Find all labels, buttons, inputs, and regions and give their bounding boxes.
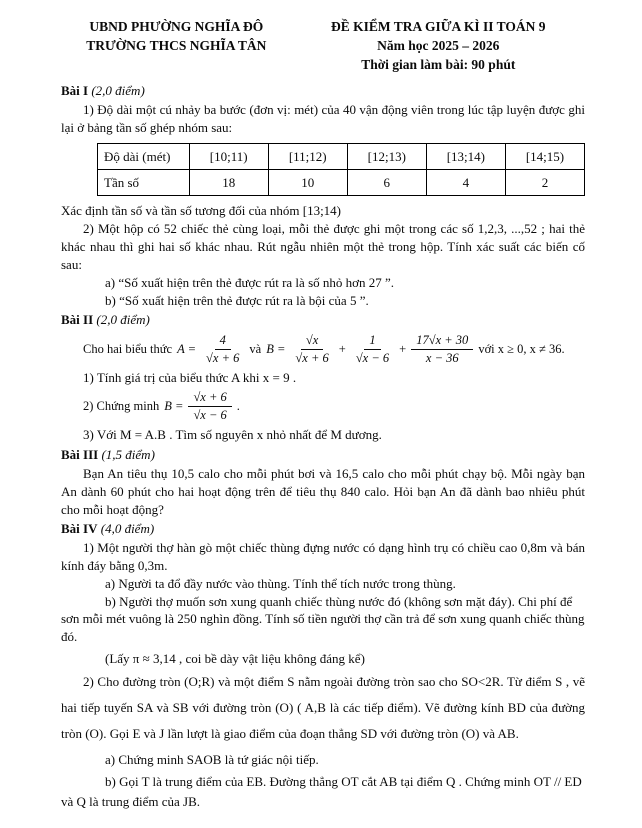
exercise-2-item-2 xyxy=(83,390,585,423)
school-block xyxy=(61,18,292,75)
exercise-2-item-3: 3) Với M = A.B . Tìm số nguyên x nhỏ nhất để M dương. xyxy=(83,426,382,442)
table-header-cell: [13;14) xyxy=(426,144,505,170)
exercise-1-heading xyxy=(61,82,585,100)
fraction-B2: $\frac{1}{√x - 6}$ xyxy=(355,333,390,366)
exercise-4-problem-1b: b) Người thợ muốn sơn xung quanh chiếc thùng nước đó (không sơn mặt đáy). Chi phí để sơn mỗi mét vuông là 250 nghìn đồng. Tính số tiền người thợ cần trả để sơn xung quanh chiếc thùng đó. xyxy=(61,593,585,645)
table-cell: 10 xyxy=(268,170,347,196)
expression-A-lhs: A = xyxy=(177,342,197,357)
school-year: Năm học 2025 – 2026 xyxy=(377,37,500,53)
exercise-4-title: Bài IV xyxy=(61,520,98,536)
exercise-3-heading xyxy=(61,446,585,464)
exercise-4-points: (4,0 điểm) xyxy=(100,520,155,536)
exam-header xyxy=(61,18,585,75)
issuer-line: UBND PHƯỜNG NGHĨA ĐÔ xyxy=(89,19,264,34)
item-2-lhs: B = xyxy=(164,398,184,413)
frequency-table xyxy=(97,143,585,196)
table-cell: 18 xyxy=(189,170,268,196)
table-cell: 6 xyxy=(347,170,426,196)
exercise-4-note: (Lấy π ≈ 3,14 , coi bề dày vật liệu không đáng kể) xyxy=(105,651,365,667)
exercise-1-points: (2,0 điểm) xyxy=(91,82,145,98)
formula-lead-text: Cho hai biểu thức xyxy=(83,342,173,357)
exercise-3-problem: Bạn An tiêu thụ 10,5 calo cho mỗi phút bơi và 16,5 calo cho mỗi phút chạy bộ. Mỗi ngày bạn An dành 60 phút cho hai hoạt động trên để tiêu thụ 840 calo. Hỏi bạn An đã dành bao nhiêu phút cho mỗi hoạt động? xyxy=(61,465,585,517)
exercise-3-points: (1,5 điểm) xyxy=(101,447,155,463)
table-data-row xyxy=(98,170,585,196)
exercise-1-problem-2a: a) “Số xuất hiện trên thẻ được rút ra là số nhỏ hơn 27 ”. xyxy=(105,275,395,291)
exercise-4-problem-2a: a) Chứng minh SAOB là tứ giác nội tiếp. xyxy=(105,751,319,767)
expression-definition-line xyxy=(83,333,585,366)
exercise-4-heading xyxy=(61,520,585,538)
exercise-2-points: (2,0 điểm) xyxy=(96,312,150,328)
exam-title-block xyxy=(292,18,585,75)
exercise-1-problem-2b: b) “Số xuất hiện trên thẻ được rút ra là bội của 5 ”. xyxy=(105,293,369,309)
exercise-4-problem-1: 1) Một người thợ hàn gò một chiếc thùng đựng nước có dạng hình trụ có chiều cao 0,8m và bán kính đáy bằng 0,3m. xyxy=(61,539,585,573)
item-2-lead: 2) Chứng minh xyxy=(83,398,160,413)
table-cell: 2 xyxy=(505,170,584,196)
fraction-B1: $\frac{√x}{√x + 6}$ xyxy=(295,333,329,366)
exercise-4-problem-1a: a) Người ta đổ đầy nước vào thùng. Tính thể tích nước trong thùng. xyxy=(105,575,456,591)
exercise-1-problem-2: 2) Một hộp có 52 chiếc thẻ cùng loại, mỗi thẻ được ghi một trong các số 1,2,3, ...,52 ; hai thẻ khác nhau thì ghi hai số khác nhau. Rút ngẫu nhiên một thẻ trong hộp. Tính xác suất các biến cố sau: xyxy=(61,221,585,273)
exam-title: ĐỀ KIỂM TRA GIỮA KÌ II TOÁN 9 xyxy=(331,19,546,34)
plus-sign: + xyxy=(338,342,346,357)
table-header-label: Độ dài (mét) xyxy=(98,144,190,170)
plus-sign: + xyxy=(399,342,407,357)
exercise-1-title: Bài I xyxy=(61,82,89,98)
table-header-row xyxy=(98,144,585,170)
table-header-cell: [10;11) xyxy=(189,144,268,170)
exercise-4-problem-2b: b) Gọi T là trung điểm của EB. Đường thẳng OT cắt AB tại điểm Q . Chứng minh OT // ED và Q là trung điểm của JB. xyxy=(61,774,582,809)
fraction-item2: $\frac{√x + 6}{√x - 6}$ xyxy=(188,390,231,423)
table-header-cell: [12;13) xyxy=(347,144,426,170)
school-line: TRƯỜNG THCS NGHĨA TÂN xyxy=(86,37,267,53)
table-row-label: Tần số xyxy=(98,170,190,196)
table-cell: 4 xyxy=(426,170,505,196)
exercise-2-heading xyxy=(61,311,585,329)
exercise-3-title: Bài III xyxy=(61,447,99,463)
exercise-1-problem-1: 1) Độ dài một cú nhảy ba bước (đơn vị: mét) của 40 vận động viên trong lúc tập luyện được ghi lại ở bảng tần số ghép nhóm sau: xyxy=(61,101,585,135)
exercise-2-item-1: 1) Tính giá trị của biểu thức A khi x = 9 . xyxy=(83,370,297,386)
fraction-A: $\frac{4}{√x + 6}$ xyxy=(206,333,240,366)
exercise-2-title: Bài II xyxy=(61,312,94,328)
duration: Thời gian làm bài: 90 phút xyxy=(361,56,516,72)
domain-condition: với x ≥ 0, x ≠ 36. xyxy=(478,342,565,357)
table-header-cell: [11;12) xyxy=(268,144,347,170)
item-2-period: . xyxy=(236,398,240,413)
exercise-4-problem-2: 2) Cho đường tròn (O;R) và một điểm S nằm ngoài đường tròn sao cho SO<2R. Từ điểm S , vẽ hai tiếp tuyến SA và SB với đường tròn (O) ( A,B là các tiếp điểm). Vẽ đường kính BD của đường tròn (O). Gọi E và J lần lượt là giao điểm của đoạn thẳng SD với đường tròn (O) và AB. xyxy=(61,673,585,741)
exercise-1-question: Xác định tần số và tần số tương đối của nhóm [13;14) xyxy=(61,203,342,219)
conjunction-text: và xyxy=(249,342,262,357)
fraction-B3: $\frac{17√x + 30}{x - 36}$ xyxy=(411,333,473,366)
table-header-cell: [14;15) xyxy=(505,144,584,170)
expression-B-lhs: B = xyxy=(266,342,286,357)
